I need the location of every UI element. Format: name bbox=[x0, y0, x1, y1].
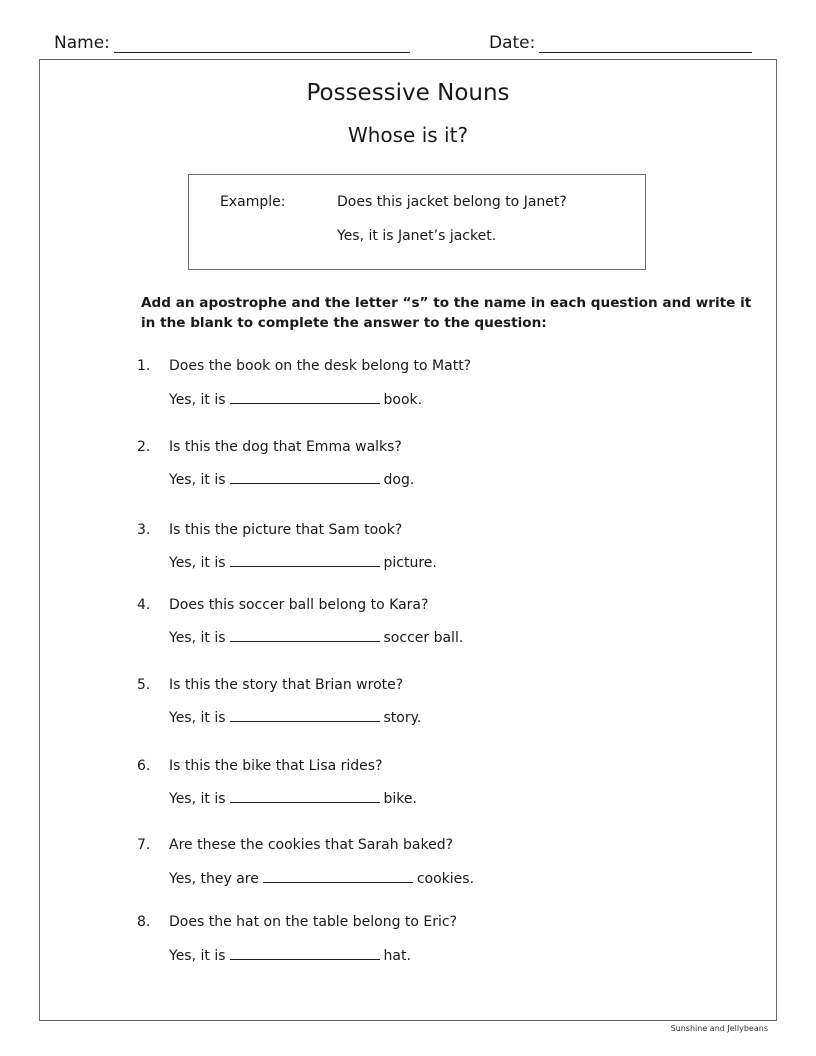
answer-suffix: hat. bbox=[383, 948, 411, 964]
answer-line bbox=[169, 869, 474, 889]
answer-blank[interactable] bbox=[230, 628, 380, 642]
name-label: Name: bbox=[54, 33, 110, 53]
answer-line bbox=[169, 390, 422, 410]
answer-prefix: Yes, they are bbox=[169, 871, 259, 887]
question-text: Is this the picture that Sam took? bbox=[169, 522, 403, 538]
example-label: Example: bbox=[220, 194, 286, 210]
footer-credit: Sunshine and Jellybeans bbox=[670, 1024, 768, 1033]
answer-prefix: Yes, it is bbox=[169, 555, 226, 571]
answer-blank[interactable] bbox=[230, 553, 380, 567]
question-text: Does this soccer ball belong to Kara? bbox=[169, 597, 429, 613]
question-number: 2. bbox=[137, 439, 151, 455]
question-text: Does the book on the desk belong to Matt? bbox=[169, 358, 472, 374]
question-text: Is this the story that Brian wrote? bbox=[169, 677, 404, 693]
answer-blank[interactable] bbox=[230, 946, 380, 960]
answer-line bbox=[169, 946, 411, 966]
page-title: Possessive Nouns bbox=[306, 80, 510, 106]
example-box bbox=[188, 174, 646, 270]
answer-suffix: cookies. bbox=[416, 871, 475, 887]
answer-blank[interactable] bbox=[230, 390, 380, 404]
name-field[interactable] bbox=[54, 33, 410, 53]
answer-suffix: bike. bbox=[383, 791, 417, 807]
answer-prefix: Yes, it is bbox=[169, 630, 226, 646]
question-number: 5. bbox=[137, 677, 151, 693]
answer-prefix: Yes, it is bbox=[169, 948, 226, 964]
answer-suffix: soccer ball. bbox=[383, 630, 464, 646]
answer-prefix: Yes, it is bbox=[169, 472, 226, 488]
answer-line bbox=[169, 553, 437, 573]
date-blank[interactable] bbox=[539, 35, 752, 53]
answer-blank[interactable] bbox=[230, 470, 380, 484]
question-number: 3. bbox=[137, 522, 151, 538]
question-text: Is this the bike that Lisa rides? bbox=[169, 758, 383, 774]
question-number: 7. bbox=[137, 837, 151, 853]
answer-suffix: picture. bbox=[383, 555, 437, 571]
name-blank[interactable] bbox=[114, 35, 410, 53]
answer-suffix: dog. bbox=[383, 472, 415, 488]
answer-prefix: Yes, it is bbox=[169, 710, 226, 726]
example-answer: Yes, it is Janet’s jacket. bbox=[337, 228, 497, 244]
answer-line bbox=[169, 470, 414, 490]
date-label: Date: bbox=[489, 33, 536, 53]
instructions: Add an apostrophe and the letter “s” to the name in each question and write it in the blank to complete the answer to the question: bbox=[141, 295, 752, 331]
question-number: 4. bbox=[137, 597, 151, 613]
answer-blank[interactable] bbox=[230, 789, 380, 803]
answer-blank[interactable] bbox=[230, 708, 380, 722]
example-question: Does this jacket belong to Janet? bbox=[337, 194, 567, 210]
answer-suffix: story. bbox=[383, 710, 422, 726]
answer-line bbox=[169, 708, 421, 728]
answer-line bbox=[169, 789, 417, 809]
page-subtitle: Whose is it? bbox=[347, 123, 469, 147]
question-number: 1. bbox=[137, 358, 151, 374]
date-field[interactable] bbox=[489, 33, 752, 53]
question-number: 8. bbox=[137, 914, 151, 930]
answer-prefix: Yes, it is bbox=[169, 392, 226, 408]
question-number: 6. bbox=[137, 758, 151, 774]
answer-suffix: book. bbox=[383, 392, 423, 408]
question-text: Does the hat on the table belong to Eric? bbox=[169, 914, 458, 930]
answer-line bbox=[169, 628, 463, 648]
question-text: Are these the cookies that Sarah baked? bbox=[169, 837, 454, 853]
question-text: Is this the dog that Emma walks? bbox=[169, 439, 402, 455]
answer-blank[interactable] bbox=[263, 869, 413, 883]
answer-prefix: Yes, it is bbox=[169, 791, 226, 807]
